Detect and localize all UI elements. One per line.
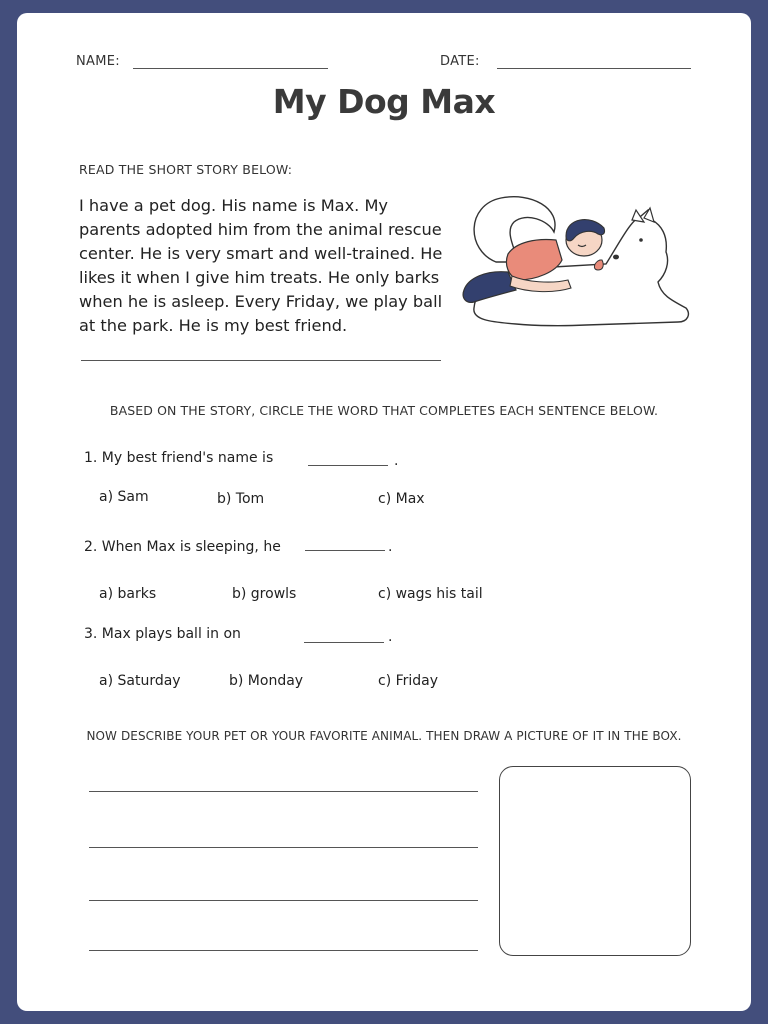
question-2-option-c[interactable]: c) wags his tail — [378, 586, 483, 602]
question-3-option-b[interactable]: b) Monday — [229, 673, 304, 689]
question-2-blank[interactable] — [305, 550, 385, 551]
name-answer-line[interactable] — [133, 68, 328, 69]
child-hugging-dog-icon — [456, 190, 696, 330]
page-title: My Dog Max — [272, 82, 496, 121]
question-3-text: 3. Max plays ball in on — [84, 626, 241, 642]
story-line: center. He is very smart and well-trained. He — [79, 244, 443, 263]
question-1-option-c[interactable]: c) Max — [378, 491, 425, 507]
question-2-option-a[interactable]: a) barks — [99, 586, 157, 602]
question-2-text: 2. When Max is sleeping, he — [84, 539, 281, 555]
question-1-option-a[interactable]: a) Sam — [99, 489, 149, 505]
writing-line[interactable] — [89, 950, 478, 951]
writing-line[interactable] — [89, 791, 478, 792]
question-1-end: . — [394, 453, 399, 469]
date-label: DATE: — [440, 54, 480, 69]
question-3-blank[interactable] — [304, 642, 384, 643]
story-line: when he is asleep. Every Friday, we play ball — [79, 292, 443, 311]
drawing-box[interactable] — [499, 766, 691, 956]
question-3-option-c[interactable]: c) Friday — [378, 673, 439, 689]
question-1-text: 1. My best friend's name is — [84, 450, 274, 466]
describe-instruction: NOW DESCRIBE YOUR PET OR YOUR FAVORITE ANIMAL. THEN DRAW A PICTURE OF IT IN THE BOX. — [86, 729, 682, 743]
story-line: at the park. He is my best friend. — [79, 316, 348, 335]
quiz-instruction: BASED ON THE STORY, CIRCLE THE WORD THAT COMPLETES EACH SENTENCE BELOW. — [109, 403, 659, 418]
question-1-blank[interactable] — [308, 465, 388, 466]
story-text — [79, 194, 449, 338]
story-line: I have a pet dog. His name is Max. My — [79, 196, 389, 215]
question-3-end: . — [388, 629, 393, 645]
writing-line[interactable] — [89, 847, 478, 848]
question-1-option-b[interactable]: b) Tom — [217, 491, 265, 507]
name-label: NAME: — [76, 54, 120, 69]
question-2-option-b[interactable]: b) growls — [232, 586, 297, 602]
date-answer-line[interactable] — [497, 68, 691, 69]
writing-line[interactable] — [89, 900, 478, 901]
story-line: parents adopted him from the animal rescue — [79, 220, 442, 239]
question-3-option-a[interactable]: a) Saturday — [99, 673, 181, 689]
story-instruction: READ THE SHORT STORY BELOW: — [79, 162, 293, 177]
story-divider-line — [81, 360, 441, 361]
question-2-end: . — [388, 539, 393, 555]
story-line: likes it when I give him treats. He only barks — [79, 268, 440, 287]
